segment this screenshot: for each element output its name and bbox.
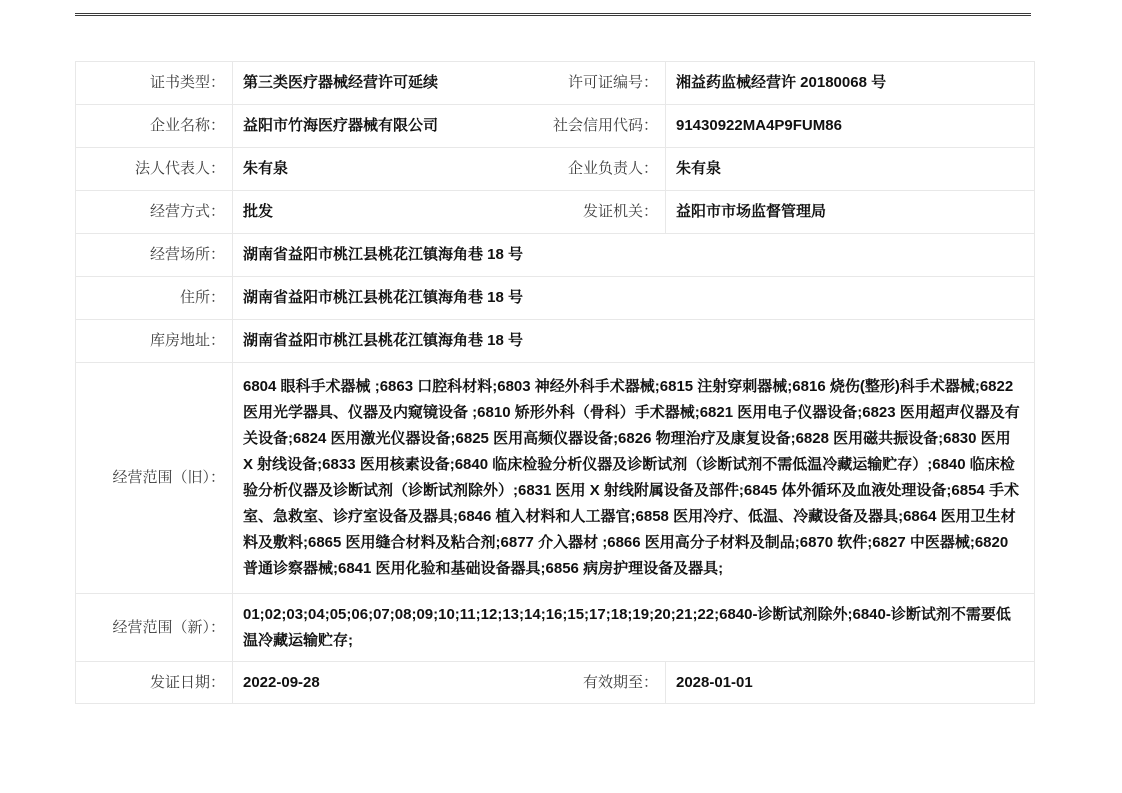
company-name-label: 企业名称：: [149, 117, 225, 134]
valid-until-value: 2028-01-01: [665, 662, 1034, 703]
legal-rep-label: 法人代表人：: [134, 160, 225, 177]
issuing-authority-value: 益阳市市场监督管理局: [665, 191, 1034, 233]
residence-label: 住所：: [179, 289, 225, 306]
scope-new-label: 经营范围（新）：: [112, 618, 225, 636]
legal-rep-value: 朱有泉: [232, 148, 512, 190]
business-place-label: 经营场所：: [149, 246, 225, 263]
table-row-residence: [76, 277, 1034, 320]
scope-new-value: 01;02;03;04;05;06;07;08;09;10;11;12;13;14;16;15;17;18;19;20;21;22;6840-诊断试剂除外;6840-诊断试剂不需要低温冷藏运输贮存;: [232, 594, 1034, 661]
top-divider-rule: [75, 13, 1031, 16]
issuing-authority-label: 发证机关：: [582, 203, 658, 220]
table-row-representative: [76, 148, 1034, 191]
issue-date-value: 2022-09-28: [232, 662, 512, 703]
warehouse-address-value: 湖南省益阳市桃江县桃花江镇海角巷 18 号: [232, 320, 1034, 362]
credit-code-value: 91430922MA4P9FUM86: [665, 105, 1034, 147]
scope-old-label: 经营范围（旧）：: [112, 469, 225, 486]
cert-type-value: 第三类医疗器械经营许可延续: [232, 62, 512, 104]
warehouse-address-label: 库房地址：: [149, 332, 225, 349]
company-name-value: 益阳市竹海医疗器械有限公司: [232, 105, 512, 147]
valid-until-label: 有效期至：: [582, 673, 658, 691]
license-no-value: 湘益药监械经营许 20180068 号: [665, 62, 1034, 104]
table-row-dates: [76, 662, 1034, 703]
table-row-company: [76, 105, 1034, 148]
residence-value: 湖南省益阳市桃江县桃花江镇海角巷 18 号: [232, 277, 1034, 319]
table-row-mode-authority: [76, 191, 1034, 234]
scope-old-value: 6804 眼科手术器械 ;6863 口腔科材料;6803 神经外科手术器械;6815 注射穿刺器械;6816 烧伤(整形)科手术器械;6822 医用光学器具、仪器及内窥镜设备 ;6810 矫形外科（骨科）手术器械;6821 医用电子仪器设备;6823 医用超声仪器及有关设备;6824 医用激光仪器设备;6825 医用高频仪器设备;6826 物理治疗及康复设备;6828 医用磁共振设备;6830 医用 X 射线设备;6833 医用核素设备;6840 临床检验分析仪器及诊断试剂（诊断试剂不需低温冷藏运输贮存）;6840 临床检验分析仪器及诊断试剂（诊断试剂除外）;6831 医用 X 射线附属设备及部件;6845 体外循环及血液处理设备;6854 手术室、急救室、诊疗室设备及器具;6846 植入材料和人工器官;6858 医用冷疗、低温、冷藏设备及器具;6864 医用卫生材料及敷料;6865 医用缝合材料及粘合剂;6877 介入器材 ;6866 医用高分子材料及制品;6870 软件;6827 中医器械;6820 普通诊察器械;6841 医用化验和基础设备器具;6856 病房护理设备及器具;: [232, 363, 1034, 593]
business-mode-label: 经营方式：: [149, 203, 225, 220]
business-place-value: 湖南省益阳市桃江县桃花江镇海角巷 18 号: [232, 234, 1034, 276]
business-mode-value: 批发: [232, 191, 512, 233]
table-row-cert-type: [76, 62, 1034, 105]
cert-type-label: 证书类型：: [149, 74, 225, 91]
license-info-table: [75, 61, 1035, 704]
company-head-value: 朱有泉: [665, 148, 1034, 190]
license-no-label: 许可证编号：: [567, 74, 658, 91]
table-row-scope-new: [76, 594, 1034, 662]
issue-date-label: 发证日期：: [149, 673, 225, 691]
table-row-business-place: [76, 234, 1034, 277]
table-row-warehouse: [76, 320, 1034, 363]
credit-code-label: 社会信用代码：: [552, 117, 658, 134]
table-row-scope-old: [76, 363, 1034, 594]
company-head-label: 企业负责人：: [567, 160, 658, 177]
